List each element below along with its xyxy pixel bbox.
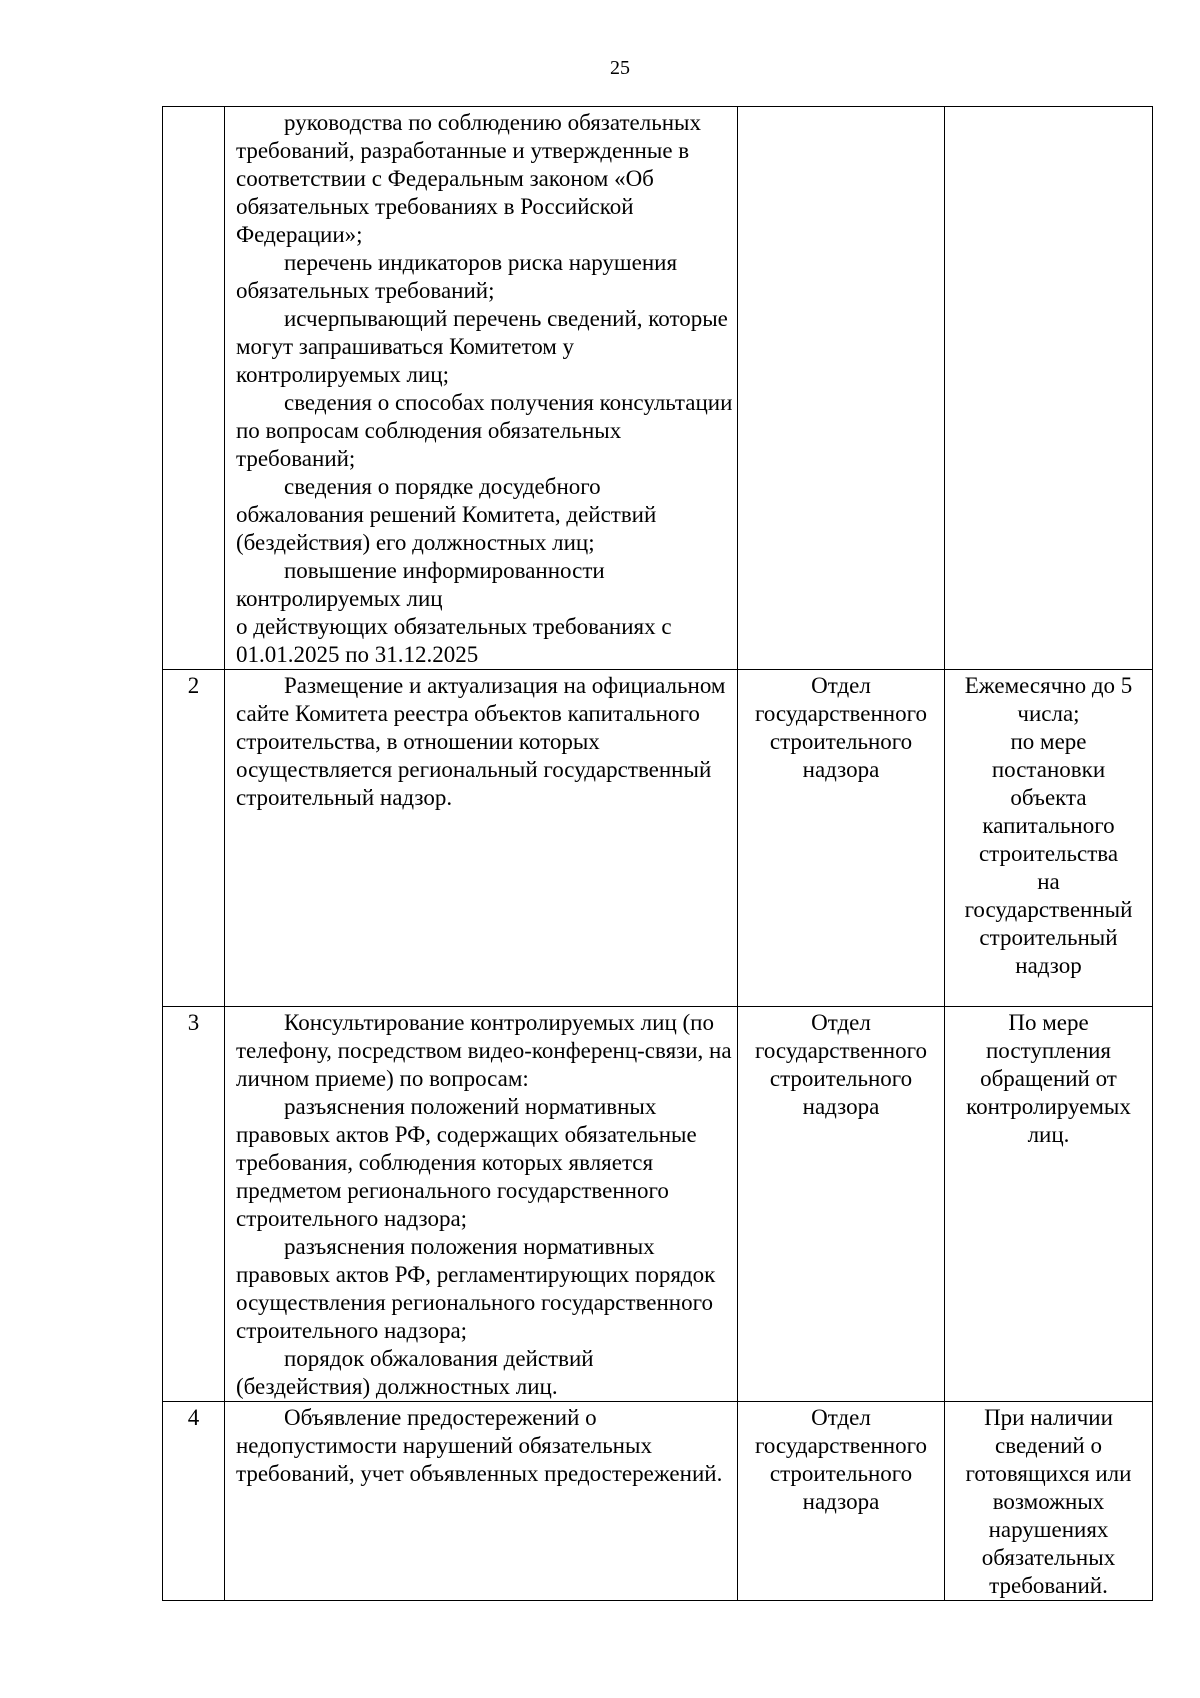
responsible-line: Отдел — [811, 673, 871, 698]
table-row — [163, 1007, 1153, 1402]
responsible-line: государственного — [755, 1038, 927, 1063]
term-line: строительства — [978, 841, 1119, 866]
term-line: лиц. — [1027, 1122, 1070, 1147]
measure-cell — [225, 670, 738, 1007]
term-line: Ежемесячно до 5 — [964, 673, 1133, 698]
measure-paragraph: разъяснения положений нормативных правовых актов РФ, содержащих обязательные требования, соблюдения которых является предметом регионального государственного строительного надзора; — [236, 1094, 697, 1231]
responsible-line: надзора — [802, 1094, 880, 1119]
responsible-cell — [738, 1007, 945, 1402]
term-line: сведений о — [995, 1433, 1102, 1458]
term-line: обращений от — [980, 1066, 1117, 1091]
term-line: При наличии — [984, 1405, 1113, 1430]
term-line: постановки — [991, 757, 1106, 782]
term-line: надзор — [1015, 953, 1082, 978]
responsible-line: Отдел — [811, 1405, 871, 1430]
responsible-cell — [738, 670, 945, 1007]
term-line: по мере — [1010, 729, 1087, 754]
term-line: контролируемых — [966, 1094, 1131, 1119]
term-cell — [945, 1402, 1153, 1601]
measure-paragraph: сведения о способах получения консультации по вопросам соблюдения обязательных требований; — [236, 390, 733, 471]
term-line: на — [1037, 869, 1060, 894]
measure-cell — [225, 1402, 738, 1601]
responsible-cell — [738, 1402, 945, 1601]
row-number — [163, 107, 224, 109]
responsible-line: строительного — [769, 1461, 913, 1486]
term-line: поступления — [985, 1038, 1112, 1063]
responsible-line: строительного — [769, 1066, 913, 1091]
measure-cell — [225, 1007, 738, 1402]
term-line: требований. — [989, 1573, 1108, 1598]
row-number-cell — [163, 1007, 225, 1402]
row-number-cell — [163, 670, 225, 1007]
term-line: нарушениях — [988, 1517, 1109, 1542]
row-number-cell — [163, 1402, 225, 1601]
term-cell — [945, 1007, 1153, 1402]
responsible-line: государственного — [755, 701, 927, 726]
term-cell — [945, 670, 1153, 1007]
term-line: числа; — [1017, 701, 1080, 726]
measure-paragraph: перечень индикаторов риска нарушения обязательных требований; — [236, 250, 678, 303]
responsible-line: надзора — [802, 1489, 880, 1514]
table-row — [163, 1402, 1153, 1601]
term-cell — [945, 107, 1153, 670]
measure-paragraph: руководства по соблюдению обязательных требований, разработанные и утвержденные в соответствии с Федеральным законом «Об обязательных требованиях в Российской Федерации»; — [236, 110, 701, 247]
row-number-cell — [163, 107, 225, 670]
responsible-line: надзора — [802, 757, 880, 782]
term-line: строительный — [979, 925, 1118, 950]
measure-paragraph: Размещение и актуализация на официальном сайте Комитета реестра объектов капитального строительства, в отношении которых осуществляется региональный государственный строительный надзор. — [236, 673, 726, 810]
responsible-cell — [738, 107, 945, 670]
term-line: объекта — [1010, 785, 1087, 810]
term-line: капитального — [982, 813, 1115, 838]
row-number: 2 — [187, 673, 200, 698]
term-line: готовящихся или — [965, 1461, 1132, 1486]
measure-paragraph: повышение информированности контролируемых лиц — [236, 558, 605, 611]
table-row — [163, 670, 1153, 1007]
measure-paragraph: разъяснения положения нормативных правовых актов РФ, регламентирующих порядок осуществления регионального государственного строительного надзора; — [236, 1234, 716, 1343]
term-line: обязательных — [981, 1545, 1116, 1570]
term-line: возможных — [992, 1489, 1105, 1514]
events-table — [162, 106, 1153, 1601]
responsible-line: Отдел — [811, 1010, 871, 1035]
events-table-body — [163, 107, 1153, 1601]
measure-paragraph: исчерпывающий перечень сведений, которые могут запрашиваться Комитетом у контролируемых лиц; — [236, 306, 728, 387]
measure-paragraph: Консультирование контролируемых лиц (по телефону, посредством видео-конференц-связи, на личном приеме) по вопросам: — [236, 1010, 732, 1091]
row-number: 4 — [187, 1405, 200, 1430]
term-line: По мере — [1008, 1010, 1089, 1035]
responsible-line: строительного — [769, 729, 913, 754]
term-line: государственный — [964, 897, 1133, 922]
page-number: 25 — [610, 57, 630, 79]
responsible-line: государственного — [755, 1433, 927, 1458]
measure-paragraph: сведения о порядке досудебного обжалования решений Комитета, действий (бездействия) его должностных лиц; — [236, 474, 657, 555]
measure-paragraph: порядок обжалования действий (бездействия) должностных лиц. — [236, 1346, 594, 1399]
measure-paragraph: о действующих обязательных требованиях с 01.01.2025 по 31.12.2025 — [236, 614, 672, 667]
measure-cell — [225, 107, 738, 670]
table-row — [163, 107, 1153, 670]
measure-paragraph: Объявление предостережений о недопустимости нарушений обязательных требований, учет объявленных предостережений. — [236, 1405, 723, 1486]
row-number: 3 — [187, 1010, 200, 1035]
